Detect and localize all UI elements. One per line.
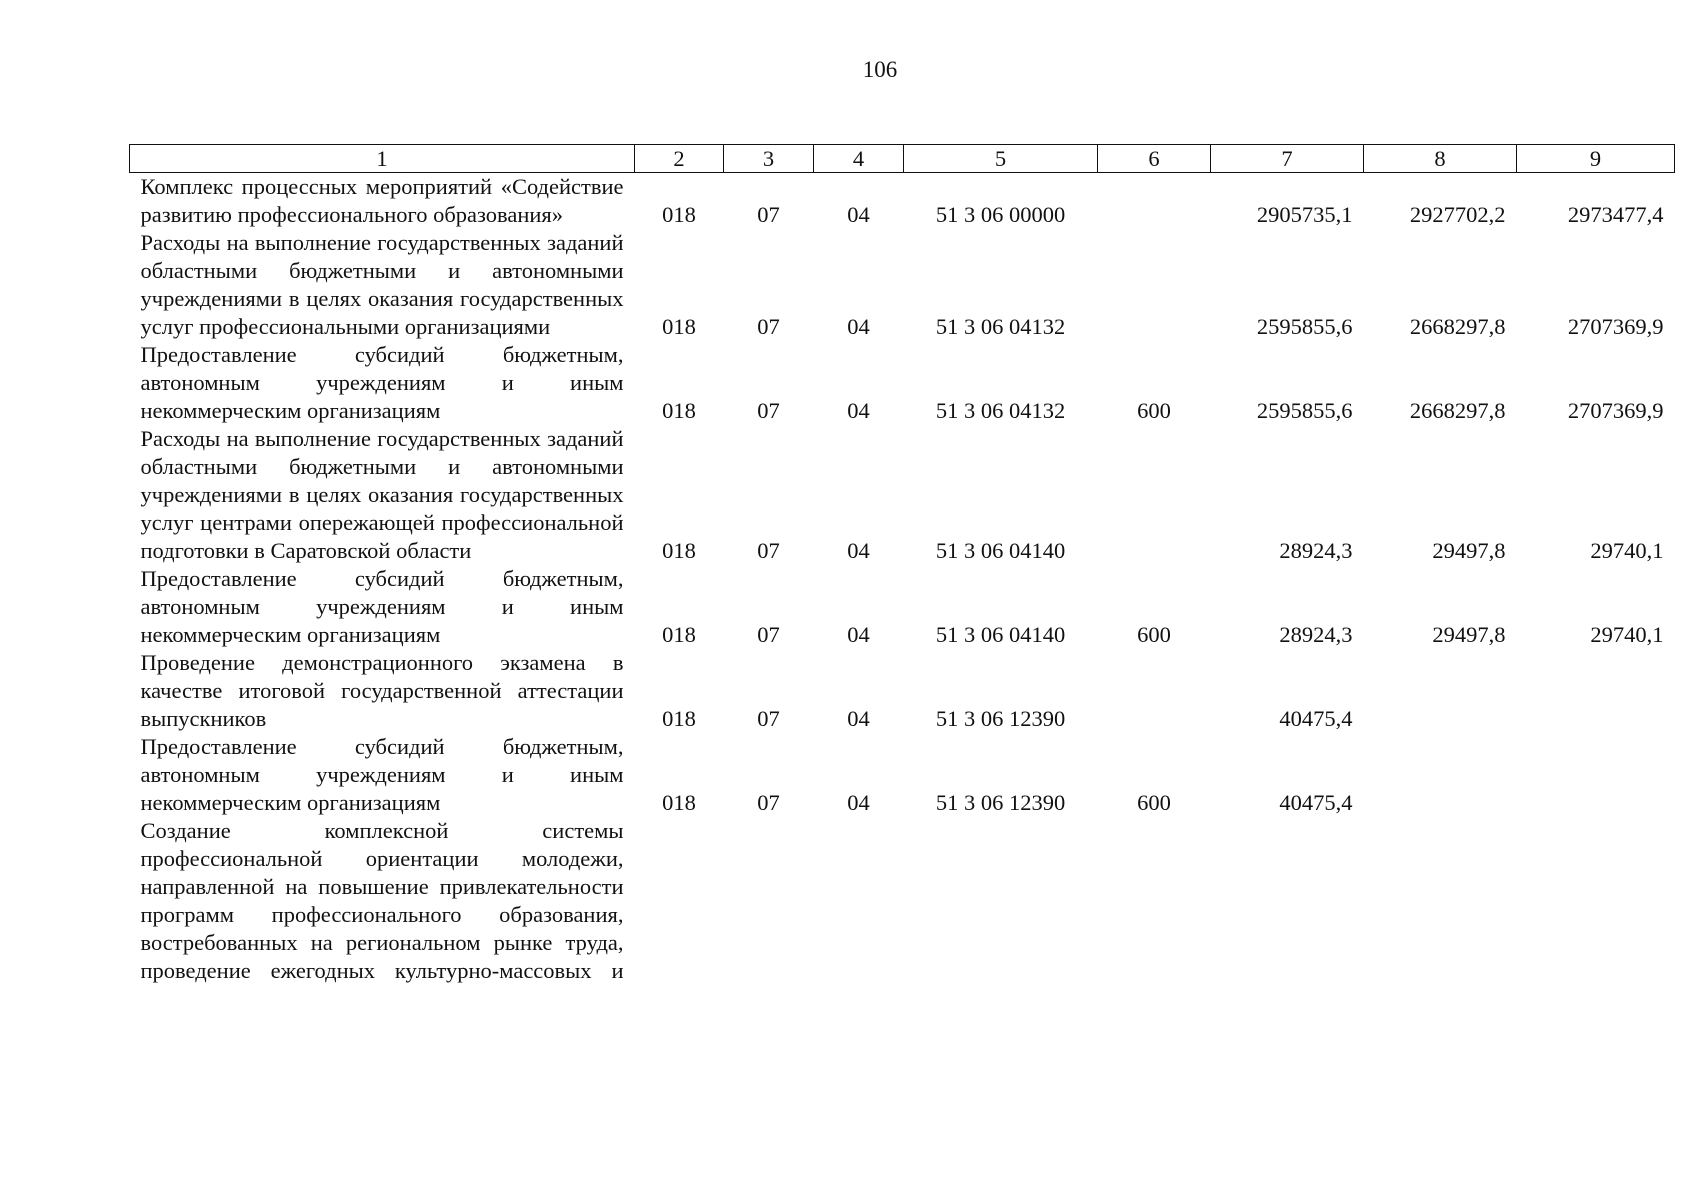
table-row [130,649,1675,733]
cell-col5: 51 3 06 00000 [935,202,1066,227]
cell-col7: 28924,3 [1279,538,1353,563]
table-header-row [130,145,1675,173]
cell-col2: 018 [662,202,696,227]
cell-col6: 600 [1137,622,1171,647]
cell-col9: 2707369,9 [1567,398,1664,423]
column-header: 4 [814,145,904,173]
cell-col7: 28924,3 [1279,622,1353,647]
cell-col6 [1098,229,1211,341]
cell-col5 [904,817,1098,985]
column-header: 8 [1364,145,1517,173]
table-row [130,817,1675,985]
cell-col3: 07 [757,706,780,731]
budget-table [129,144,1675,985]
cell-col2: 018 [662,622,696,647]
cell-col6 [1098,649,1211,733]
cell-col7 [1211,817,1364,985]
cell-col5: 51 3 06 04140 [935,622,1066,647]
column-header: 2 [635,145,724,173]
cell-col4: 04 [847,202,870,227]
cell-col5: 51 3 06 12390 [935,790,1066,815]
table-row [130,229,1675,341]
cell-col8 [1364,733,1517,817]
cell-col7: 40475,4 [1279,706,1353,731]
column-header: 5 [904,145,1098,173]
cell-col8: 2668297,8 [1409,398,1506,423]
column-header: 9 [1517,145,1675,173]
cell-col3: 07 [757,398,780,423]
cell-col9 [1517,733,1675,817]
cell-col7: 2595855,6 [1256,398,1353,423]
table-row [130,425,1675,565]
cell-col7: 40475,4 [1279,790,1353,815]
cell-col3 [724,817,814,985]
cell-col6 [1098,425,1211,565]
row-name: Комплекс процессных мероприятий «Содействие развитию профессионального образования» [140,174,624,227]
cell-col3: 07 [757,538,780,563]
cell-col2: 018 [662,790,696,815]
row-name: Расходы на выполнение государственных заданий областными бюджетными и автономными учреждениями в целях оказания государственных услуг профессиональными организациями [140,230,624,339]
cell-col2: 018 [662,538,696,563]
cell-col9: 29740,1 [1590,538,1664,563]
cell-col5: 51 3 06 04132 [935,398,1066,423]
page-number: 106 [862,57,898,82]
cell-col5: 51 3 06 12390 [935,706,1066,731]
cell-col9: 29740,1 [1590,622,1664,647]
cell-col5: 51 3 06 04140 [935,538,1066,563]
cell-col4: 04 [847,538,870,563]
cell-col3: 07 [757,202,780,227]
cell-col6: 600 [1137,790,1171,815]
cell-col8: 2668297,8 [1409,314,1506,339]
cell-col8: 2927702,2 [1409,202,1506,227]
cell-col4 [814,817,904,985]
cell-col8 [1364,817,1517,985]
cell-col6 [1098,173,1211,230]
row-name: Создание комплексной системы профессиональной ориентации молодежи, направленной на повышение привлекательности программ профессионального образования, востребованных на региональном рынке труда, проведение ежегодных культурно-массовых и [140,818,624,983]
cell-col3: 07 [757,314,780,339]
table-row [130,173,1675,230]
cell-col3: 07 [757,622,780,647]
column-header: 6 [1098,145,1211,173]
row-name: Расходы на выполнение государственных заданий областными бюджетными и автономными учреждениями в целях оказания государственных услуг центрами опережающей профессиональной подготовки в Саратовской области [140,426,624,563]
column-header: 1 [130,145,635,173]
column-header: 3 [724,145,814,173]
cell-col9: 2973477,4 [1567,202,1664,227]
row-name: Предоставление субсидий бюджетным, автономным учреждениям и иным некоммерческим организациям [140,734,624,815]
cell-col3: 07 [757,790,780,815]
cell-col6: 600 [1137,398,1171,423]
cell-col8: 29497,8 [1432,538,1506,563]
row-name: Предоставление субсидий бюджетным, автономным учреждениям и иным некоммерческим организациям [140,342,624,423]
cell-col5: 51 3 06 04132 [935,314,1066,339]
cell-col4: 04 [847,314,870,339]
row-name: Предоставление субсидий бюджетным, автономным учреждениям и иным некоммерческим организациям [140,566,624,647]
cell-col4: 04 [847,790,870,815]
row-name: Проведение демонстрационного экзамена в качестве итоговой государственной аттестации выпускников [140,650,624,731]
table-row [130,733,1675,817]
cell-col6 [1098,817,1211,985]
column-header: 7 [1211,145,1364,173]
cell-col4: 04 [847,622,870,647]
cell-col2: 018 [662,706,696,731]
table-row [130,341,1675,425]
cell-col7: 2905735,1 [1256,202,1353,227]
cell-col2 [635,817,724,985]
cell-col4: 04 [847,398,870,423]
cell-col8 [1364,649,1517,733]
cell-col9 [1517,817,1675,985]
cell-col8: 29497,8 [1432,622,1506,647]
cell-col2: 018 [662,398,696,423]
cell-col9 [1517,649,1675,733]
cell-col4: 04 [847,706,870,731]
cell-col9: 2707369,9 [1567,314,1664,339]
cell-col2: 018 [662,314,696,339]
table-row [130,565,1675,649]
cell-col7: 2595855,6 [1256,314,1353,339]
